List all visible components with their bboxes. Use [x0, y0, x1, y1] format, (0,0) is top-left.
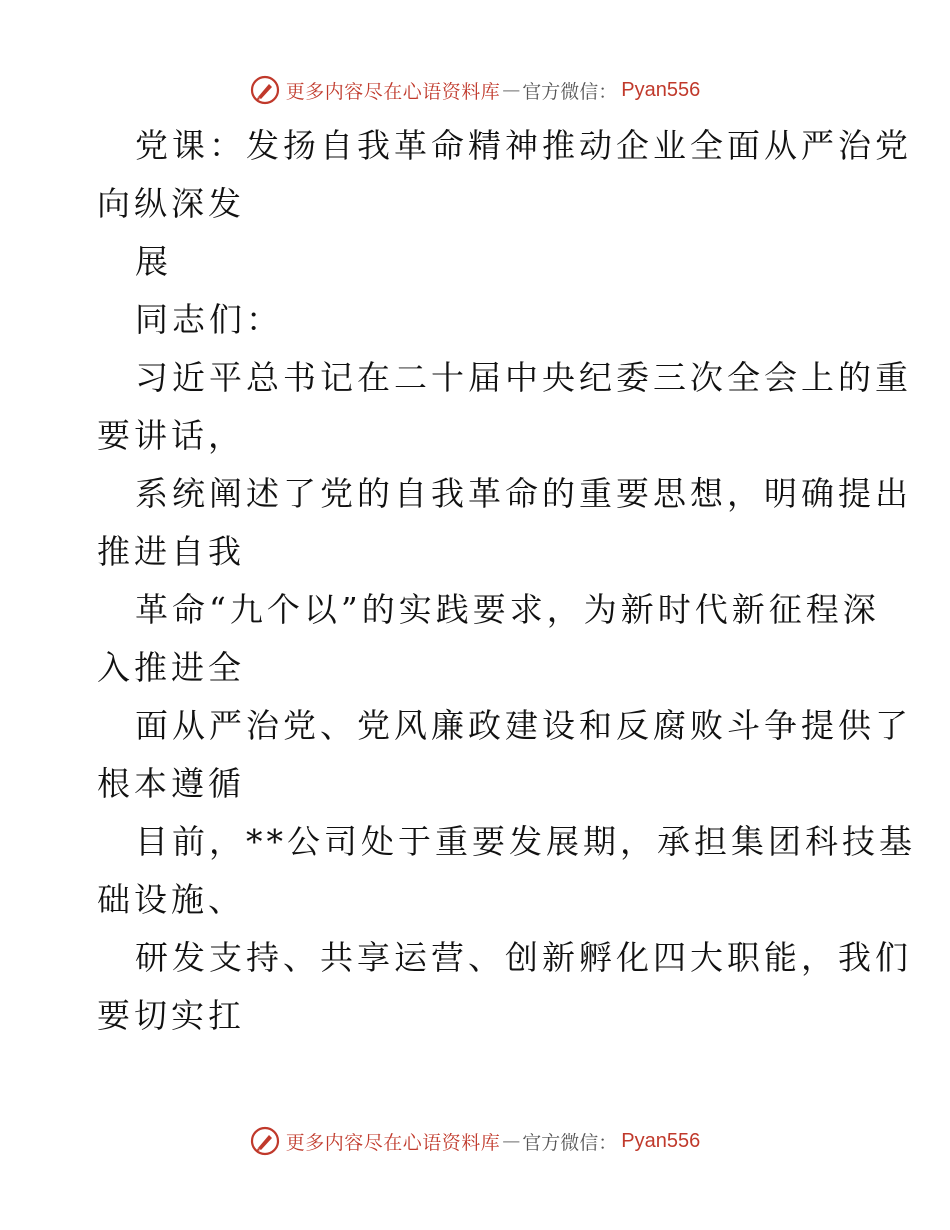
- doc-paragraph-line: 础设施、: [97, 880, 245, 919]
- doc-paragraph-line: 目前，**公司处于重要发展期，承担集团科技基: [135, 822, 916, 861]
- doc-paragraph-line: 系统阐述了党的自我革命的重要思想，明确提出: [135, 474, 912, 513]
- doc-paragraph-line: 面从严治党、党风廉政建设和反腐败斗争提供了: [135, 706, 912, 745]
- watermark-wechat-id: Pyan556: [621, 78, 701, 101]
- watermark-separator: —: [502, 1130, 521, 1152]
- pen-logo-icon: [250, 1126, 280, 1156]
- doc-salutation: 同志们：: [135, 300, 283, 339]
- doc-title-line-2: 向纵深发: [97, 184, 245, 223]
- watermark-site-text: 更多内容尽在心语资料库: [285, 80, 501, 103]
- footer-watermark: [0, 1121, 950, 1161]
- doc-paragraph-line: 习近平总书记在二十届中央纪委三次全会上的重: [135, 358, 912, 397]
- doc-paragraph-line: 要讲话，: [97, 416, 245, 455]
- doc-paragraph-line: 研发支持、共享运营、创新孵化四大职能，我们: [135, 938, 912, 977]
- doc-title-line-3: 展: [135, 242, 172, 281]
- header-watermark: [0, 70, 950, 110]
- doc-paragraph-line: 革命“九个以”的实践要求，为新时代新征程深: [135, 590, 880, 629]
- doc-paragraph-line: 入推进全: [97, 648, 245, 687]
- pen-logo-icon: [250, 75, 280, 105]
- watermark-wechat-label: 官方微信：: [522, 80, 618, 103]
- doc-title-line-1: 党课：发扬自我革命精神推动企业全面从严治党: [135, 126, 912, 165]
- doc-paragraph-line: 推进自我: [97, 532, 245, 571]
- watermark-separator: —: [502, 79, 521, 101]
- document-body: [97, 117, 916, 1045]
- watermark-wechat-id: Pyan556: [621, 1129, 701, 1152]
- doc-paragraph-line: 要切实扛: [97, 996, 245, 1035]
- watermark-wechat-label: 官方微信：: [522, 1131, 618, 1154]
- watermark-site-text: 更多内容尽在心语资料库: [285, 1131, 501, 1154]
- doc-paragraph-line: 根本遵循: [97, 764, 245, 803]
